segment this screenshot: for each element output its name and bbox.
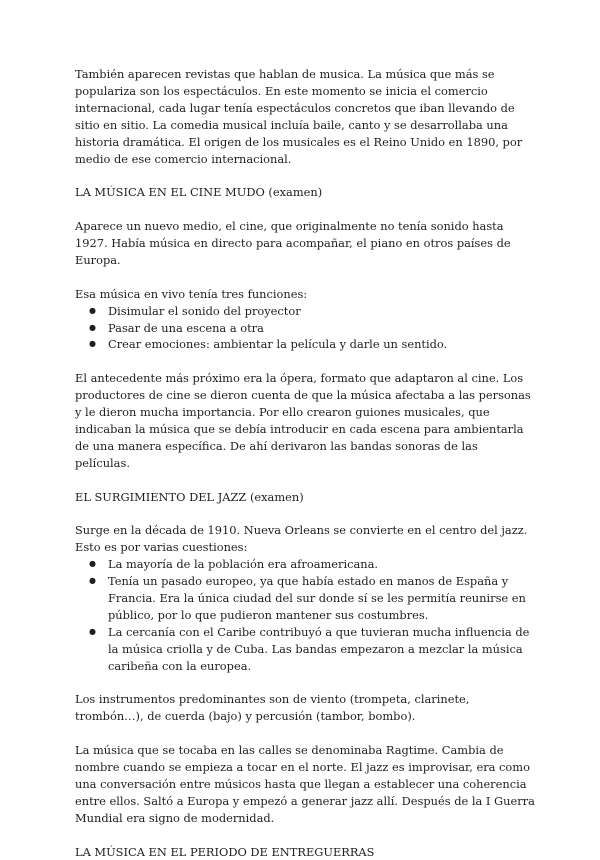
section-heading-jazz: EL SURGIMIENTO DEL JAZZ (examen) [75,489,304,504]
spacer [75,167,535,184]
spacer [75,201,535,218]
spacer [75,269,535,286]
list-item: ● Pasar de una escena a otra [75,320,535,337]
text-column [75,66,535,860]
bullet-list-funciones [75,303,535,354]
spacer [75,827,535,844]
spacer [75,353,535,370]
spacer [75,725,535,742]
section-heading-cine-mudo: LA MÚSICA EN EL CINE MUDO (examen) [75,185,323,200]
section-heading-entreguerras: LA MÚSICA EN EL PERIODO DE ENTREGUERRAS [75,844,375,859]
list-item: ● Crear emociones: ambientar la película y darle un sentido. [75,336,535,353]
paragraph-ragtime: La música que se tocaba en las calles se denominaba Ragtime. Cambia de nombre cuando se empieza a tocar en el norte. El jazz es improvisar, era como una conversación entre músicos hasta que llegan a establecer una coherencia entre ellos. Saltó a Europa y empezó a generar jazz allí. Después de la I Guerra Mundial era signo de modernidad. [75,743,535,825]
paragraph-opera: El antecedente más próximo era la ópera, formato que adaptaron al cine. Los productores de cine se dieron cuenta de que la música afectaba a las personas y le dieron mucha importancia. Por ello crearon guiones musicales, que indicaban la música que se debía introducir en cada escena para ambientarla de una manera específica. De ahí derivaron las bandas sonoras de las películas. [75,371,531,470]
paragraph-nueva-orleans: Surge en la década de 1910. Nueva Orleans se convierte en el centro del jazz. Esto es por varias cuestiones: [75,523,528,555]
list-item: ● Disimular el sonido del proyector [75,303,535,320]
bullet-list-cuestiones [75,556,535,674]
spacer [75,505,535,522]
list-item: ● La mayoría de la población era afroamericana. [75,556,535,573]
list-item: ● La cercanía con el Caribe contribuyó a que tuvieran mucha influencia de la música criolla y de Cuba. Las bandas empezaron a mezclar la música caribeña con la europea. [75,624,535,675]
spacer [75,675,535,692]
paragraph-cine: Aparece un nuevo medio, el cine, que originalmente no tenía sonido hasta 1927. Había música en directo para acompañar, el piano en otros países de Europa. [75,219,511,267]
paragraph-instrumentos: Los instrumentos predominantes son de viento (trompeta, clarinete, trombón…), de cuerda (bajo) y percusión (tambor, bombo). [75,692,470,724]
list-item: ● Tenía un pasado europeo, ya que había estado en manos de España y Francia. Era la única ciudad del sur donde sí se les permitía reunirse en público, por lo que pudieron mantener sus costumbres. [75,573,535,624]
paragraph-funciones: Esa música en vivo tenía tres funciones: [75,286,308,301]
paragraph-musicales: También aparecen revistas que hablan de musica. La música que más se populariza son los espectáculos. En este momento se inicia el comercio internacional, cada lugar tenía espectáculos concretos que iban llevando de sitio en sitio. La comedia musical incluía baile, canto y se desarrollaba una historia dramática. El origen de los musicales es el Reino Unido en 1890, por medio de ese comercio internacional. [75,67,523,166]
spacer [75,472,535,489]
